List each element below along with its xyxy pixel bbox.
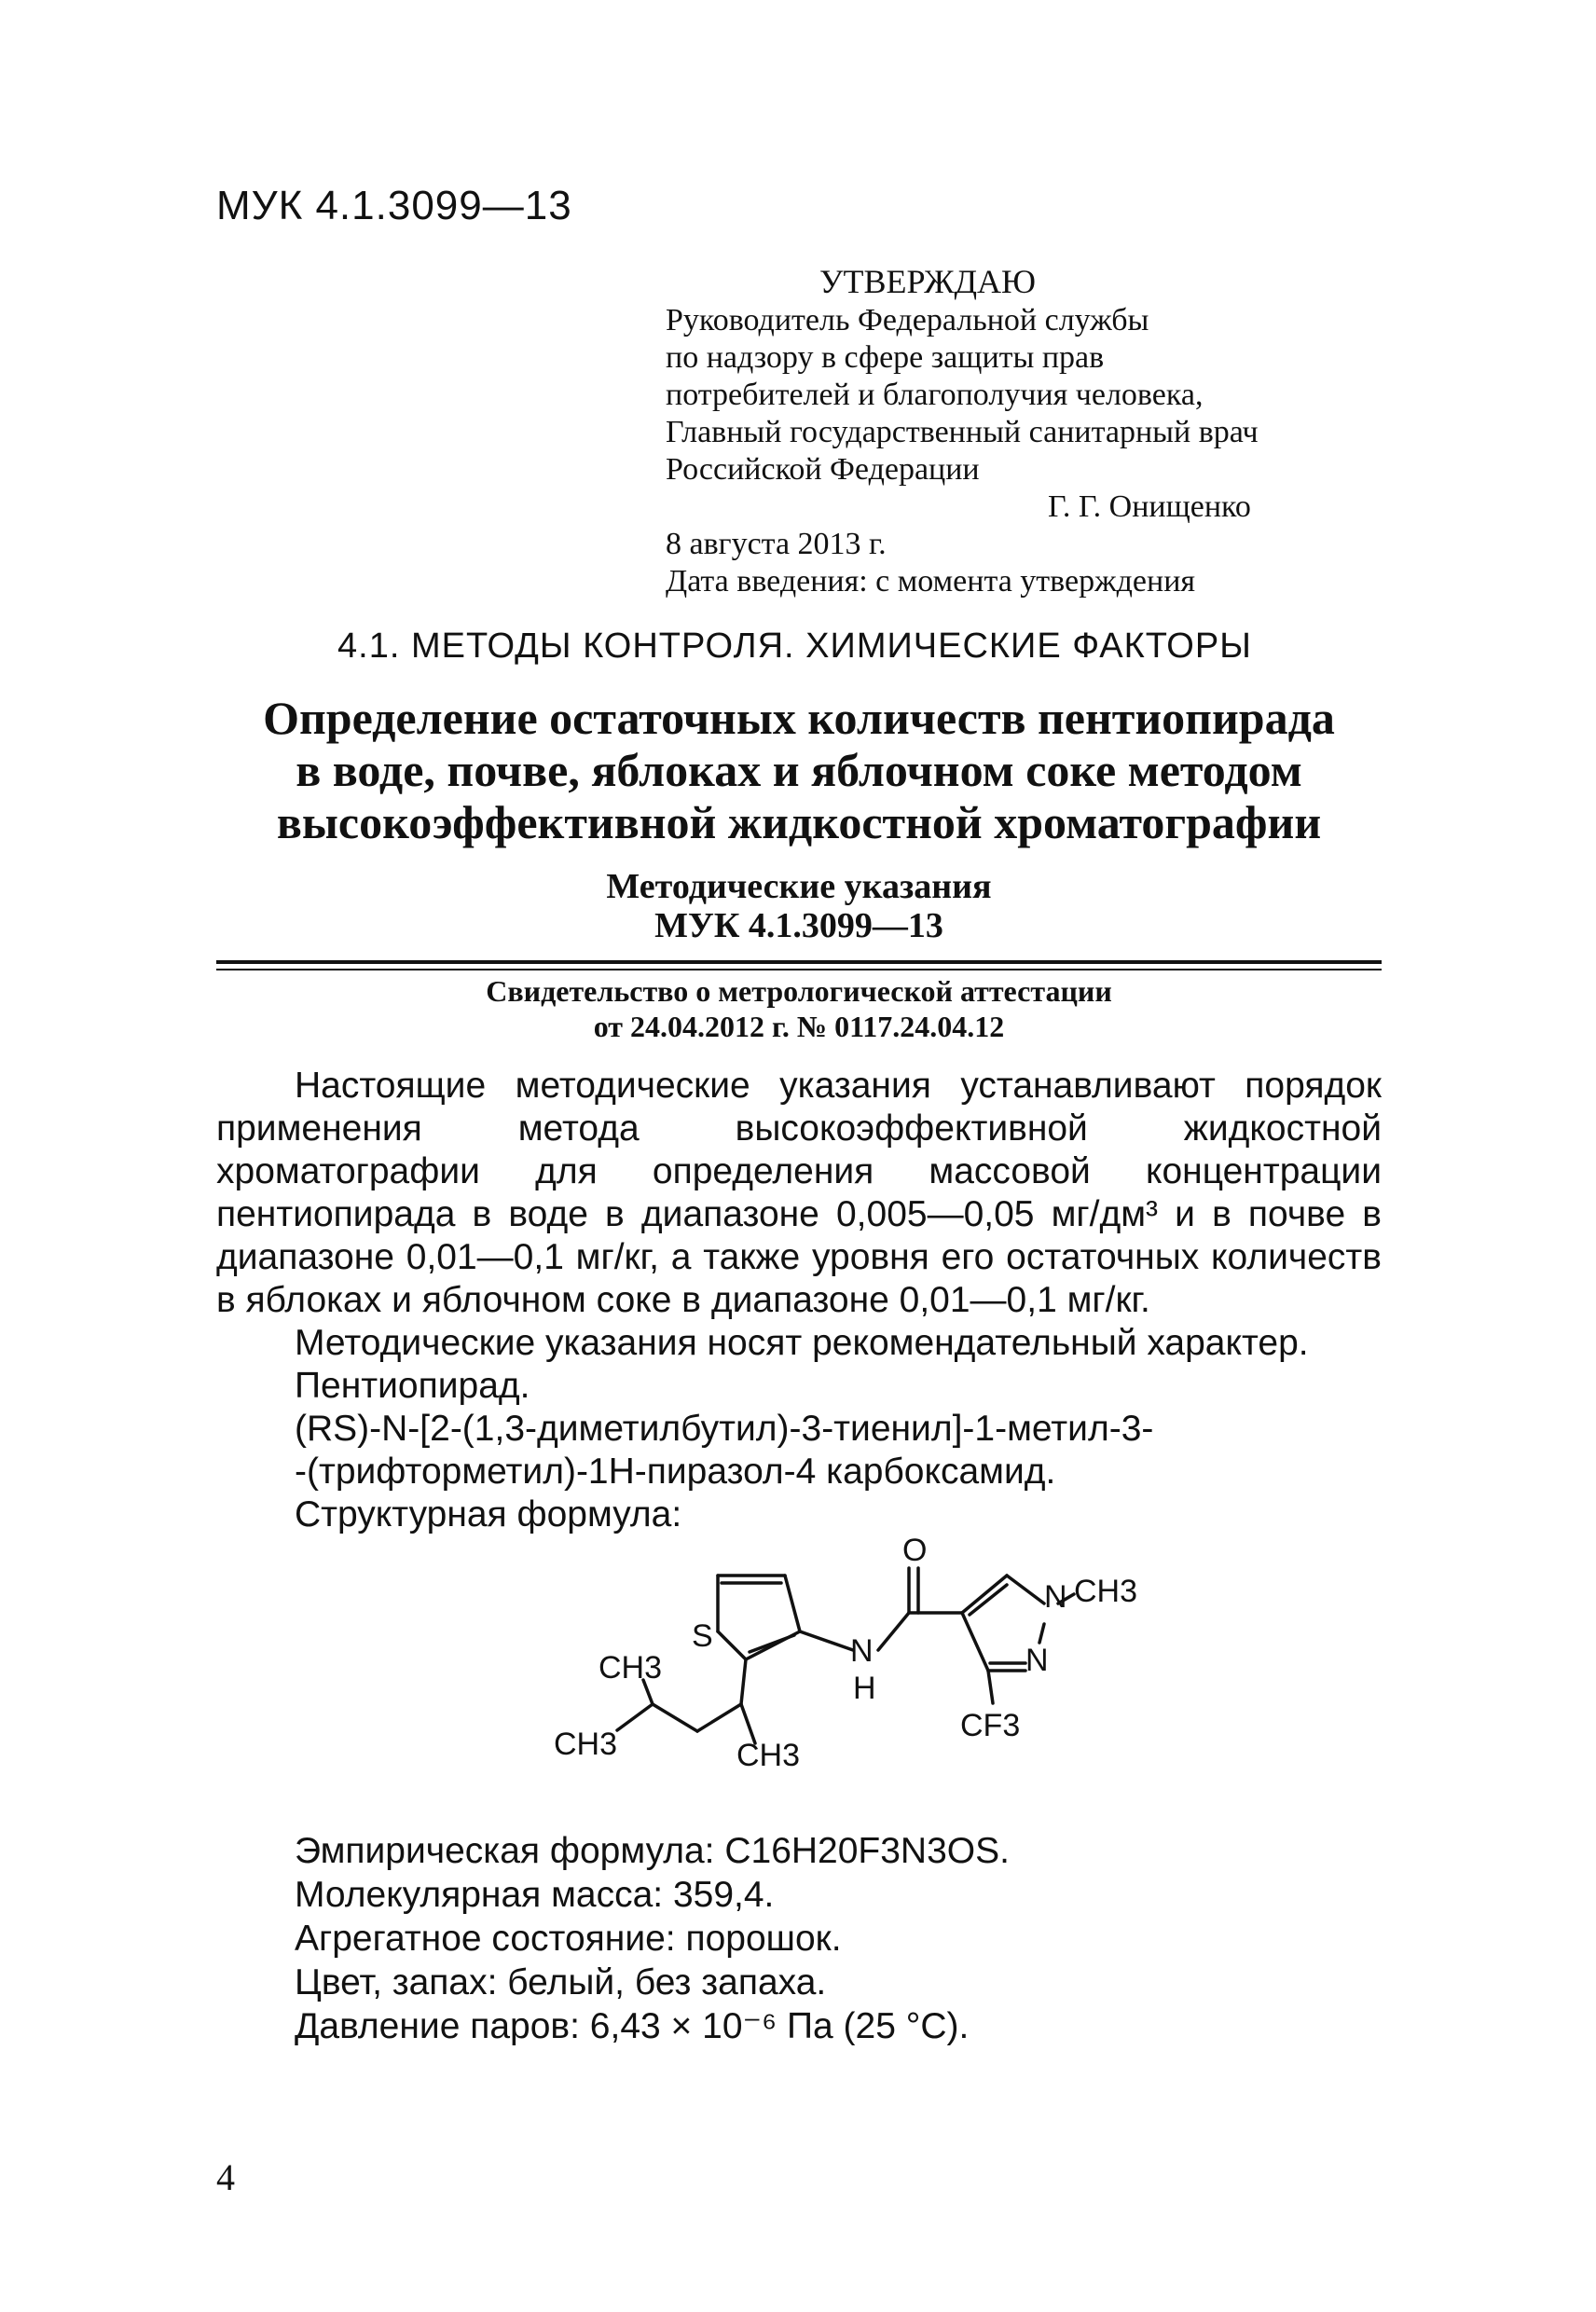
atom-label-sulfur: S (692, 1618, 713, 1654)
approval-signer: Г. Г. Онищенко (1048, 489, 1251, 524)
properties-list (216, 1829, 1382, 2048)
section-heading: 4.1. МЕТОДЫ КОНТРОЛЯ. ХИМИЧЕСКИЕ ФАКТОРЫ (337, 626, 1252, 666)
vapor-pressure: Давление паров: 6,43 × 10⁻⁶ Па (25 °С). (295, 2006, 970, 2046)
approval-title: УТВЕРЖДАЮ (819, 263, 1037, 300)
divider (216, 960, 1382, 964)
methyl-label: CH3 (598, 1650, 663, 1686)
body-text (216, 1065, 1382, 1536)
atom-label-hydrogen: H (853, 1671, 876, 1706)
intro-paragraph: Настоящие методические указания устанавливают порядок применения метода высокоэффективной жидкостной хроматографии для определения массовой концентрации пентиопирада в воде в диапазоне 0,005—0,05 мг/дм³ и в почве в диапазоне 0,01—0,1 мг/кг, а также уровня его остаточных количеств в яблоках и яблочном соке в диапазоне 0,01—0,1 мг/кг. (216, 1066, 1382, 1320)
certificate (216, 973, 1382, 1044)
document-code: МУК 4.1.3099—13 (216, 183, 572, 228)
methyl-label: CH3 (736, 1738, 801, 1773)
atom-label-pyrazole-n2: N (1025, 1643, 1049, 1678)
effective-date: Дата введения: с момента утверждения (666, 564, 1196, 599)
trifluoromethyl-label: CF3 (960, 1708, 1021, 1743)
color-odor: Цвет, запах: белый, без запаха. (295, 1962, 827, 2002)
recommendation-line: Методические указания носят рекомендательный характер. (295, 1323, 1309, 1363)
subtitle-type: Методические указания (606, 867, 992, 906)
approval-date: 8 августа 2013 г. (666, 527, 887, 561)
empirical-formula: Эмпирическая формула: C16H20F3N3OS. (295, 1831, 1010, 1871)
methyl-label: CH3 (1074, 1574, 1138, 1609)
approval-line: по надзору в сфере защиты прав (666, 340, 1105, 375)
approval-line: Руководитель Федеральной службы (666, 303, 1149, 337)
divider (216, 969, 1382, 970)
title-line: Определение остаточных количеств пентиопирада (263, 692, 1335, 744)
subtitle-code: МУК 4.1.3099—13 (654, 906, 943, 945)
molecular-mass: Молекулярная масса: 359,4. (295, 1875, 775, 1915)
approval-line: потребителей и благополучия человека, (666, 378, 1204, 412)
iupac-name-line-1: (RS)-N-[2-(1,3-диметилбутил)-3-тиенил]-1-метил-3- (295, 1409, 1154, 1449)
document-title (216, 692, 1382, 848)
page-number: 4 (216, 2156, 235, 2198)
approval-line: Российской Федерации (666, 452, 980, 487)
certificate-number: от 24.04.2012 г. № 0117.24.04.12 (593, 1010, 1005, 1043)
certificate-title: Свидетельство о метрологической аттестации (486, 974, 1112, 1008)
physical-state: Агрегатное состояние: порошок. (295, 1919, 842, 1959)
methyl-label: CH3 (554, 1727, 618, 1762)
structure-label: Структурная формула: (295, 1494, 682, 1534)
approval-line: Главный государственный санитарный врач (666, 415, 1259, 449)
title-line: в воде, почве, яблоках и яблочном соке методом (296, 744, 1302, 796)
iupac-name-line-2: -(трифторметил)-1H-пиразол-4 карбоксамид. (295, 1452, 1056, 1492)
structural-formula (550, 1531, 1147, 1782)
atom-label-oxygen: O (902, 1533, 928, 1568)
substance-name: Пентиопирад. (295, 1366, 530, 1406)
approval-block (666, 263, 1430, 600)
atom-label-pyrazole-n1: N (1044, 1579, 1067, 1615)
document-subtitle (216, 867, 1382, 945)
atom-label-amide-nitrogen: N (850, 1633, 874, 1669)
title-line: высокоэффективной жидкостной хроматографии (276, 796, 1322, 848)
